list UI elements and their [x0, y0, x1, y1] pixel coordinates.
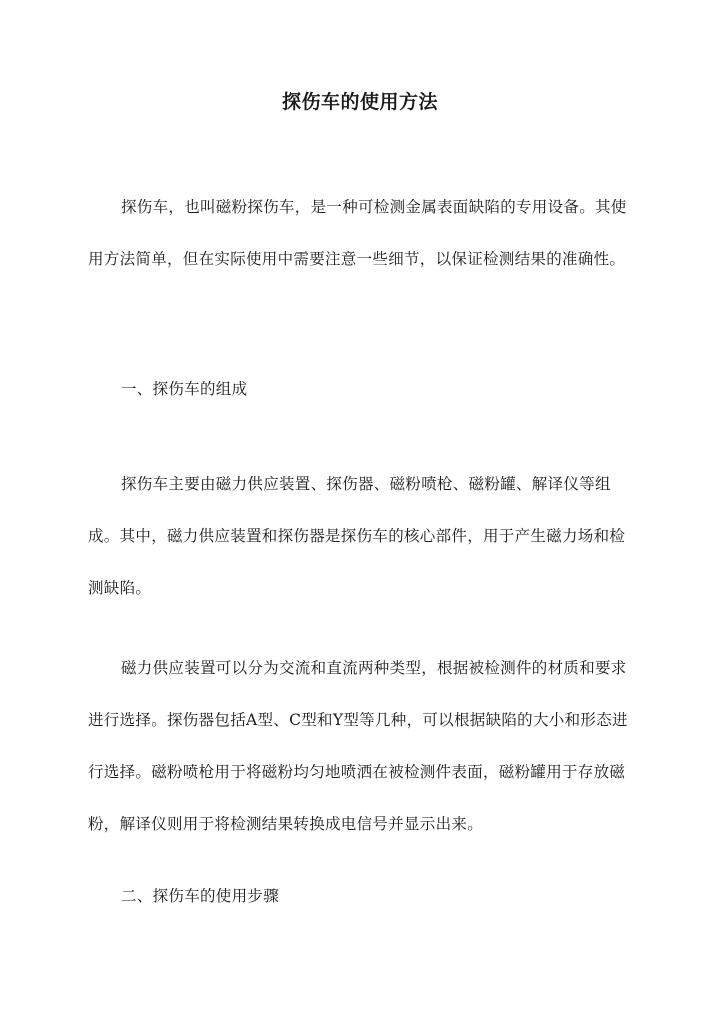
section-heading-usage-steps: 二、探伤车的使用步骤	[121, 887, 280, 905]
document-title: 探伤车的使用方法	[281, 91, 438, 113]
intro-paragraph: 探伤车，也叫磁粉探伤车，是一种可检测金属表面缺陷的专用设备。其使用方法简单，但在实际使用中需要注意一些细节，以保证检测结果的准确性。	[88, 198, 627, 268]
composition-paragraph-2: 磁力供应装置可以分为交流和直流两种类型，根据被检测件的材质和要求进行选择。探伤器包括A型、C型和Y型等几种，可以根据缺陷的大小和形态进行选择。磁粉喷枪用于将磁粉均匀地喷洒在被检测件表面，磁粉罐用于存放磁粉，解译仪则用于将检测结果转换成电信号并显示出来。	[88, 659, 628, 833]
composition-paragraph-1: 探伤车主要由磁力供应装置、探伤器、磁粉喷枪、磁粉罐、解译仪等组成。其中，磁力供应装置和探伤器是探伤车的核心部件，用于产生磁力场和检测缺陷。	[88, 475, 626, 597]
section-heading-composition: 一、探伤车的组成	[121, 380, 248, 398]
